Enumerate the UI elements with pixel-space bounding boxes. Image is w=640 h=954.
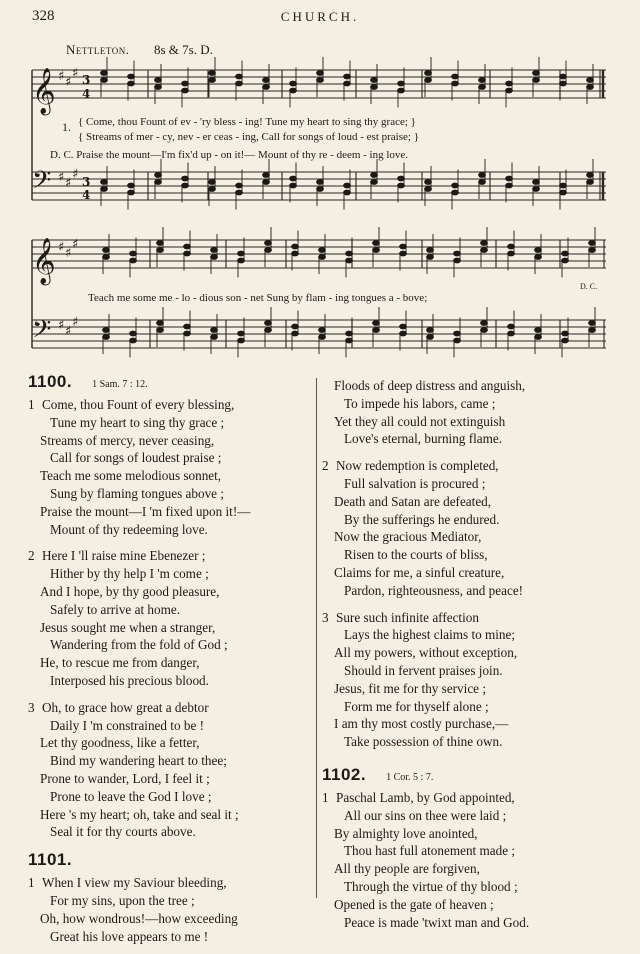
- page-number: 328: [32, 8, 55, 24]
- hymn-line: [28, 396, 310, 414]
- hymn-line: Pardon, righteousness, and peace!: [344, 582, 524, 598]
- svg-text:♯: ♯: [72, 167, 79, 182]
- hymn-line: Hither by thy help I 'm come ;: [50, 566, 209, 582]
- hymn-line: Oh, how wondrous!—how exceeding: [40, 910, 238, 926]
- hymn-line: Jesus sought me when a stranger,: [40, 619, 216, 635]
- hymn-line: Sung by flaming tongues above ;: [50, 485, 224, 501]
- stanza-number: 2: [322, 458, 329, 474]
- stanza-number: 1: [28, 397, 35, 412]
- hymn-line: I am thy most costly purchase,—: [334, 716, 509, 732]
- line-text: Now redemption is completed,: [336, 458, 499, 474]
- svg-text:♯: ♯: [72, 315, 79, 330]
- hymn-line: Claims for me, a sinful creature,: [334, 564, 505, 580]
- hymn-line: [322, 457, 616, 475]
- hymn-line: He, to rescue me from danger,: [40, 655, 200, 671]
- svg-text:♯: ♯: [65, 246, 72, 261]
- svg-text:♯: ♯: [72, 66, 79, 81]
- hymn-line: [28, 874, 310, 892]
- stanza: [28, 874, 310, 945]
- line-text: Here I 'll raise mine Ebenezer ;: [42, 548, 206, 564]
- tune-meter: 8s & 7s. D.: [153, 42, 213, 57]
- hymn-line: For my sins, upon the tree ;: [50, 892, 195, 908]
- hymn-line: Full salvation is procured ;: [344, 475, 486, 491]
- notes: [101, 57, 596, 358]
- line-text: Come, thou Fount of every blessing,: [42, 397, 235, 412]
- svg-text:♯: ♯: [58, 240, 65, 255]
- hymn-line: To impede his labors, came ;: [344, 395, 496, 411]
- svg-text:♯: ♯: [58, 69, 65, 84]
- hymn-line: Opened is the gate of heaven ;: [334, 896, 494, 912]
- staff-lines: [32, 70, 606, 348]
- line-text: When I view my Saviour bleeding,: [42, 875, 227, 891]
- lyric-line: D. C. Praise the mount—I'm fix'd up - on it!— Mount of thy re - deem - ing love.: [50, 149, 409, 161]
- hymn-line: [322, 609, 616, 627]
- hymn-line: [322, 789, 616, 807]
- svg-text:♯: ♯: [65, 176, 72, 191]
- hymn-line: Interposed his precious blood.: [50, 672, 209, 688]
- hymn-line: Seal it for thy courts above.: [50, 824, 196, 840]
- svg-text:4: 4: [82, 87, 91, 101]
- svg-text:4: 4: [82, 188, 91, 202]
- hymn-line: Now the gracious Mediator,: [334, 529, 482, 545]
- hymn-line: Should in fervent praises join.: [344, 662, 503, 678]
- scripture-reference: 1 Cor. 5 : 7.: [386, 771, 434, 783]
- stanza-continued: [322, 377, 616, 448]
- hymn-line: Prone to leave the God I love ;: [50, 788, 212, 804]
- stanza-number: 2: [28, 548, 35, 564]
- scripture-reference: 1 Sam. 7 : 12.: [92, 379, 148, 390]
- treble-clef-icon: 𝄞: [32, 68, 56, 114]
- stanza: [322, 789, 616, 931]
- hymn-number: 1101.: [28, 850, 73, 870]
- hymn-line: [28, 547, 310, 565]
- tune-name: Nettleton.: [66, 42, 130, 57]
- hymn-line: Take possession of thine own.: [344, 734, 503, 750]
- dc-mark: D. C.: [580, 282, 598, 291]
- hymn-line: Floods of deep distress and anguish,: [334, 378, 526, 393]
- hymn-line: By the sufferings he endured.: [344, 511, 500, 527]
- hymn-line: Tune my heart to sing thy grace ;: [50, 414, 225, 430]
- hymn-line: And I hope, by thy good pleasure,: [40, 583, 220, 599]
- lyric-line: Teach me some me - lo - dious son - net Sung by flam - ing tongues a - bove;: [88, 292, 428, 304]
- hymn-line: Form me for thyself alone ;: [344, 698, 489, 714]
- hymn-line: Wandering from the fold of God ;: [50, 637, 228, 653]
- hymn-line: All my powers, without exception,: [334, 645, 518, 661]
- hymn-line: Jesus, fit me for thy service ;: [334, 680, 486, 696]
- left-column: [28, 372, 310, 954]
- verse-marker: 1.: [62, 120, 71, 134]
- hymn-number: 1100.: [28, 372, 73, 391]
- hymn-line: Here 's my heart; oh, take and seal it ;: [40, 806, 239, 822]
- key-signatures: [58, 66, 78, 339]
- hymn-line: Prone to wander, Lord, I feel it ;: [40, 770, 210, 786]
- hymn-line: Streams of mercy, never ceasing,: [40, 432, 215, 448]
- svg-text:♯: ♯: [65, 324, 72, 339]
- hymn-line: Safely to arrive at home.: [50, 601, 180, 617]
- bass-clef-icon: 𝄢: [32, 315, 52, 350]
- music-score: [0, 0, 640, 370]
- hymn-line: All our sins on thee were laid ;: [344, 807, 507, 823]
- hymn-line: [28, 699, 310, 717]
- stanza-number: 3: [28, 699, 35, 715]
- svg-text:♯: ♯: [58, 170, 65, 185]
- hymn-line: Yet they all could not extinguish: [334, 413, 506, 429]
- hymn-heading: [28, 850, 310, 872]
- stanza: [28, 547, 310, 689]
- hymn-line: Risen to the courts of bliss,: [344, 547, 488, 563]
- hymn-line: Through the virtue of thy blood ;: [344, 878, 518, 894]
- hymn-line: Death and Satan are defeated,: [334, 493, 492, 509]
- treble-clef-icon: 𝄞: [32, 238, 56, 284]
- line-text: Paschal Lamb, by God appointed,: [336, 789, 515, 805]
- svg-text:♯: ♯: [72, 237, 79, 252]
- hymn-line: Teach me some melodious sonnet,: [40, 468, 222, 484]
- right-column: [322, 377, 616, 940]
- svg-text:♯: ♯: [58, 318, 65, 333]
- line-text: Oh, to grace how great a debtor: [42, 699, 209, 715]
- hymn-line: Daily I 'm constrained to be !: [50, 717, 204, 733]
- stanza: [28, 699, 310, 841]
- hymn-line: Lays the highest claims to mine;: [344, 627, 516, 643]
- hymn-number: 1102.: [322, 764, 367, 784]
- column-divider: [316, 378, 317, 898]
- stanza: [28, 396, 310, 538]
- hymn-line: Bind my wandering heart to thee;: [50, 753, 227, 769]
- hymn-line: Great his love appears to me !: [50, 928, 209, 944]
- clefs: [32, 68, 56, 350]
- lyric-line: { Come, thou Fount of ev - 'ry bless - ing! Tune my heart to sing thy grace; }: [78, 116, 416, 128]
- stanza-number: 1: [28, 875, 35, 891]
- bass-clef-icon: 𝄢: [32, 166, 52, 201]
- svg-text:3: 3: [82, 73, 91, 87]
- hymn-line: Love's eternal, burning flame.: [344, 431, 503, 447]
- stanza-number: 3: [322, 609, 329, 625]
- hymn-line: Call for songs of loudest praise ;: [50, 450, 222, 466]
- hymn-line: Thou hast full atonement made ;: [344, 843, 516, 859]
- stanza: [322, 457, 616, 599]
- hymn-line: Let thy goodness, like a fetter,: [40, 735, 200, 751]
- bar-lines: [32, 70, 604, 348]
- hymn-line: Peace is made 'twixt man and God.: [344, 914, 530, 930]
- hymn-heading: [28, 372, 310, 394]
- hymn-line: By almighty love anointed,: [334, 825, 478, 841]
- lyric-line: { Streams of mer - cy, nev - er ceas - ing, Call for songs of loud - est praise; }: [78, 131, 419, 143]
- svg-text:3: 3: [82, 175, 91, 189]
- running-title: CHURCH.: [280, 9, 360, 24]
- hymn-line: Praise the mount—I 'm fixed upon it!—: [40, 503, 251, 519]
- svg-text:♯: ♯: [65, 75, 72, 90]
- hymn-line: All thy people are forgiven,: [334, 861, 480, 877]
- hymn-heading: [322, 765, 616, 787]
- line-text: Sure such infinite affection: [336, 609, 479, 625]
- stanza: [322, 609, 616, 751]
- stanza-number: 1: [322, 789, 329, 805]
- hymn-line: Mount of thy redeeming love.: [50, 521, 208, 537]
